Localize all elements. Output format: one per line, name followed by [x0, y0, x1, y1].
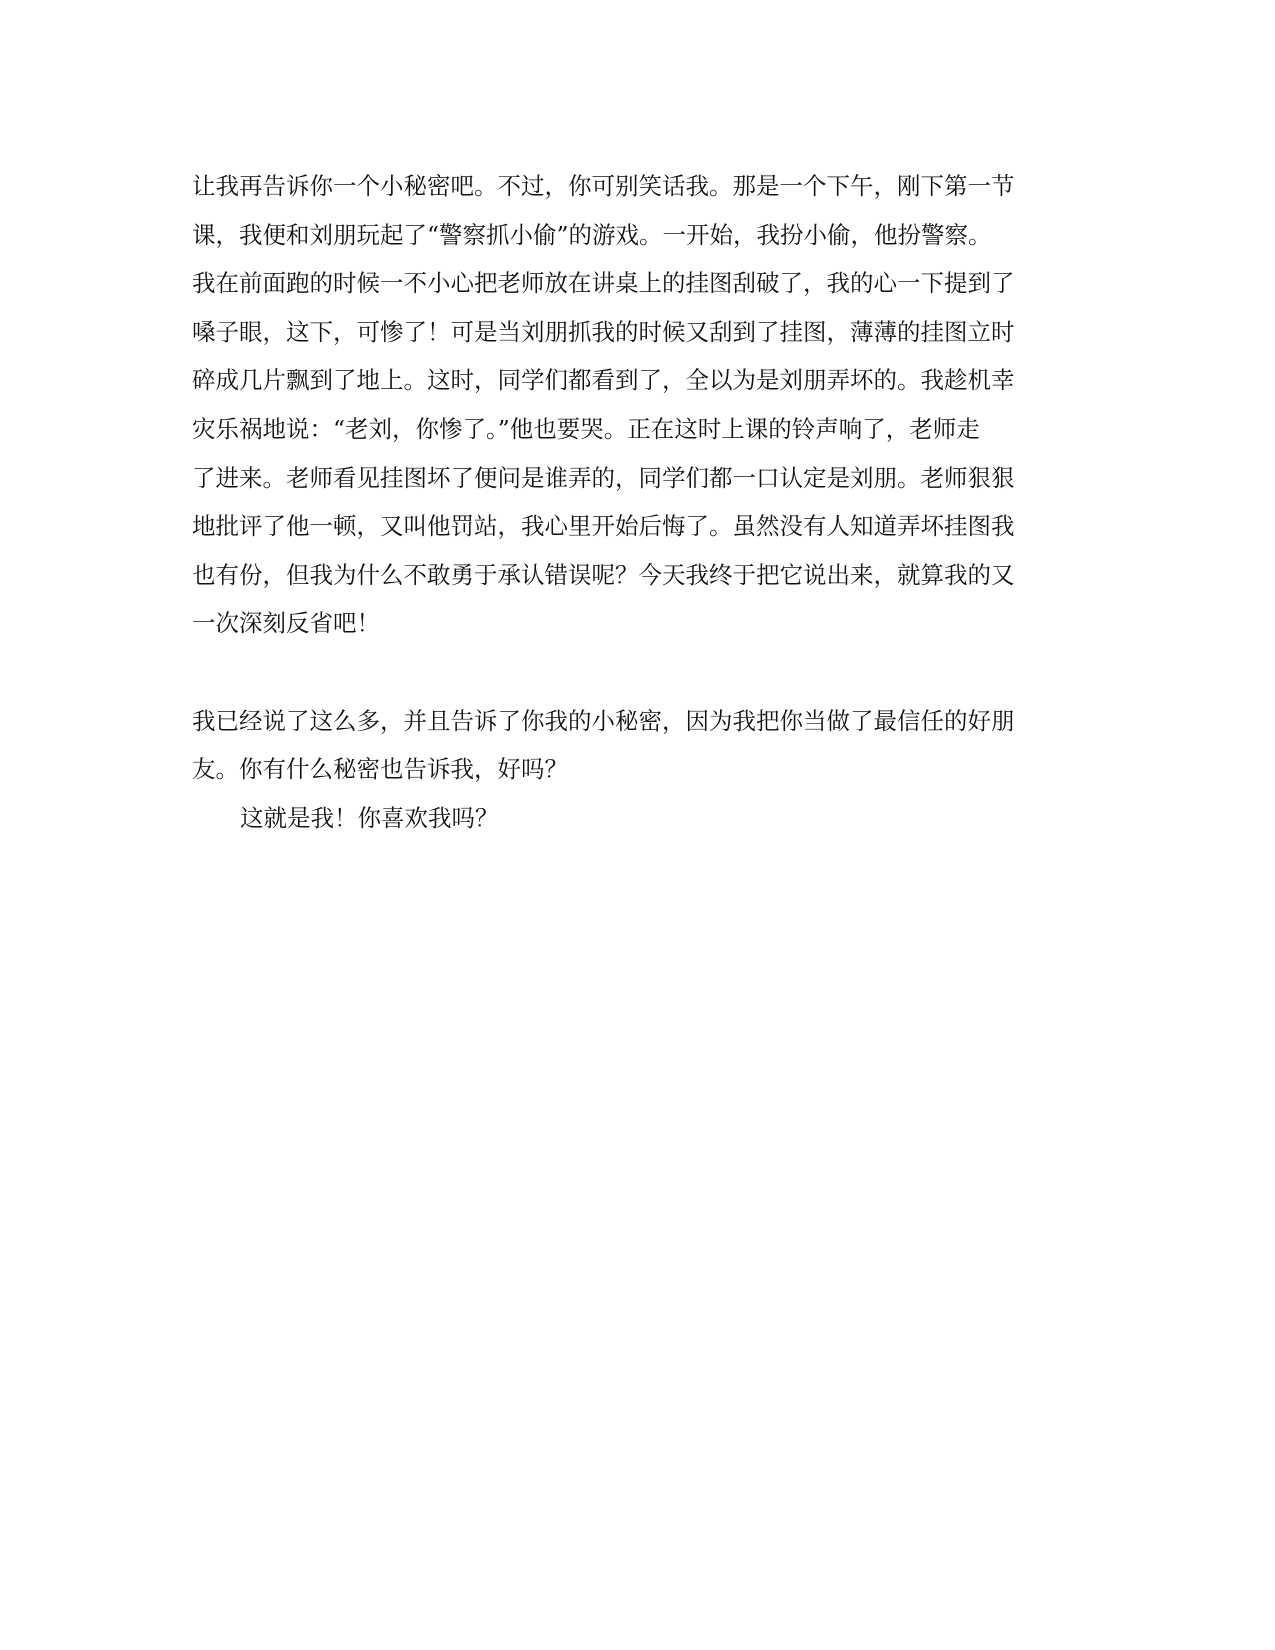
text-line: 了进来。老师看见挂图坏了便问是谁弄的，同学们都一口认定是刘朋。老师狠狠	[192, 463, 1015, 492]
document-page	[192, 162, 1080, 842]
text-line: 灾乐祸地说：“老刘，你惨了。”他也要哭。正在这时上课的铃声响了，老师走	[192, 414, 980, 443]
closing-line: 这就是我！你喜欢我吗？	[240, 803, 499, 832]
paragraph-spacer	[192, 648, 1080, 697]
text-line: 嗓子眼，这下，可惨了！可是当刘朋抓我的时候又刮到了挂图，薄薄的挂图立时	[192, 317, 1015, 346]
text-line: 地批评了他一顿，又叫他罚站，我心里开始后悔了。虽然没有人知道弄坏挂图我	[192, 512, 1015, 541]
text-line: 碎成几片飘到了地上。这时，同学们都看到了，全以为是刘朋弄坏的。我趁机幸	[192, 366, 1015, 395]
text-line: 友。你有什么秘密也告诉我，好吗？	[192, 755, 568, 784]
text-line: 一次深刻反省吧！	[192, 609, 380, 638]
paragraph-secret-story	[192, 162, 1080, 648]
text-line: 我已经说了这么多，并且告诉了你我的小秘密，因为我把你当做了最信任的好朋	[192, 706, 1015, 735]
paragraph-friendship	[192, 697, 1080, 794]
text-line: 也有份，但我为什么不敢勇于承认错误呢？今天我终于把它说出来，就算我的又	[192, 560, 1015, 589]
text-line: 课，我便和刘朋玩起了“警察抓小偷”的游戏。一开始，我扮小偷，他扮警察。	[192, 220, 992, 249]
text-line: 让我再告诉你一个小秘密吧。不过，你可别笑话我。那是一个下午，刚下第一节	[192, 172, 1015, 200]
text-line: 我在前面跑的时候一不小心把老师放在讲桌上的挂图刮破了，我的心一下提到了	[192, 269, 1015, 298]
